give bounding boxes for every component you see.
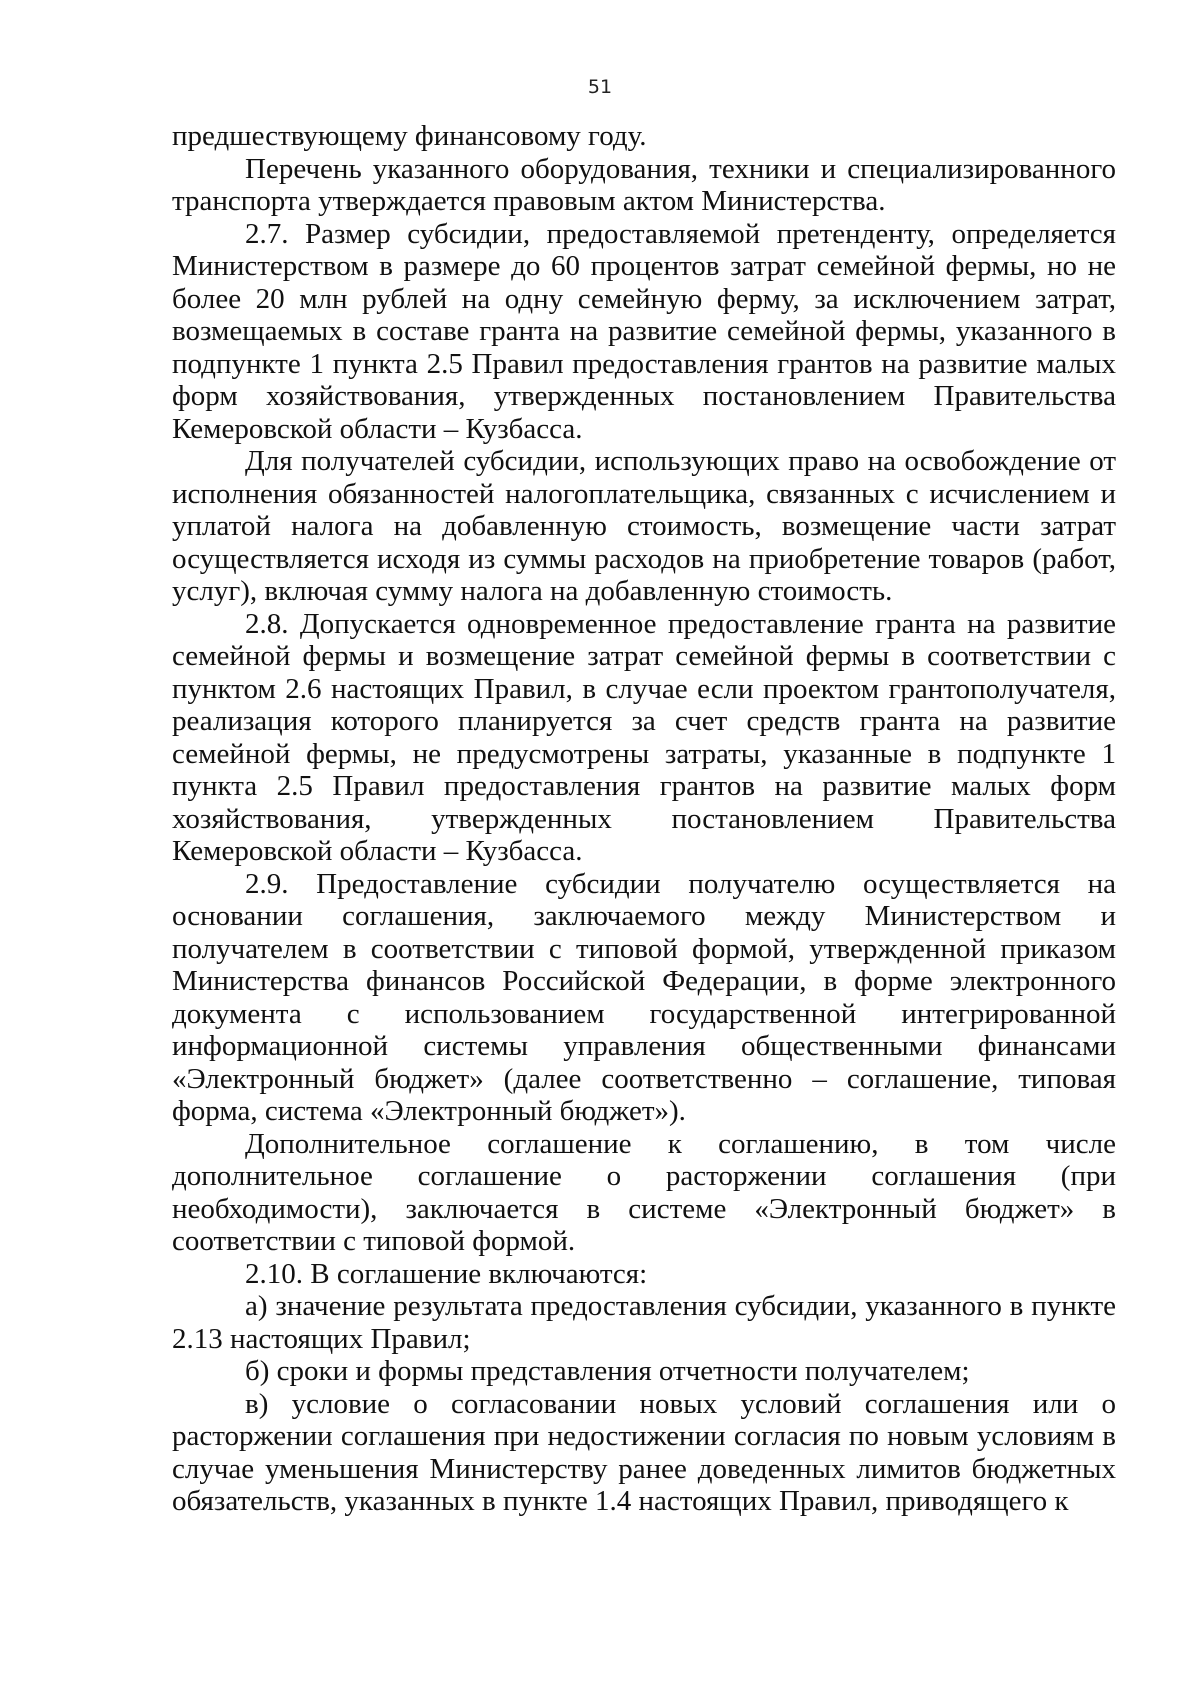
paragraph-2-8: 2.8. Допускается одновременное предоставление гранта на развитие семейной фермы и возмещение затрат семейной фермы в соответствии с пунктом 2.6 настоящих Правил, в случае если проектом грантополучателя, реализация которого планируется за счет средств гранта на развитие семейной фермы, не предусмотрены затраты, указанные в подпункте 1 пункта 2.5 Правил предоставления грантов на развитие малых форм хозяйствования, утвержденных постановлением Правительства Кемеровской области – Кузбасса.: [172, 607, 1116, 867]
paragraph-2-10: 2.10. В соглашение включаются:: [245, 1257, 648, 1290]
paragraph-continuation: предшествующему финансовому году.: [172, 120, 647, 152]
page-number: 51: [587, 76, 613, 98]
paragraph-item-a: а) значение результата предоставления субсидии, указанного в пункте 2.13 настоящих Правил;: [172, 1290, 1116, 1355]
paragraph-2-7: 2.7. Размер субсидии, предоставляемой претенденту, определяется Министерством в размере до 60 процентов затрат семейной фермы, но не более 20 млн рублей на одну семейную ферму, за исключением затрат, возмещаемых в составе гранта на развитие семейной фермы, указанного в подпункте 1 пункта 2.5 Правил предоставления грантов на развитие малых форм хозяйствования, утвержденных постановлением Правительства Кемеровской области – Кузбасса.: [172, 217, 1116, 445]
paragraph-vat-exemption: Для получателей субсидии, использующих право на освобождение от исполнения обязанностей налогоплательщика, связанных с исчислением и уплатой налога на добавленную стоимость, возмещение части затрат осуществляется исходя из суммы расходов на приобретение товаров (работ, услуг), включая сумму налога на добавленную стоимость.: [172, 445, 1116, 607]
paragraph-2-9: 2.9. Предоставление субсидии получателю осуществляется на основании соглашения, заключаемого между Министерством и получателем в соответствии с типовой формой, утвержденной приказом Министерства финансов Российской Федерации, в форме электронного документа с использованием государственной интегрированной информационной системы управления общественными финансами «Электронный бюджет» (далее соответственно – соглашение, типовая форма, система «Электронный бюджет»).: [172, 867, 1116, 1127]
document-body: [172, 120, 1116, 1518]
paragraph-equipment-list: Перечень указанного оборудования, техники и специализированного транспорта утверждается правовым актом Министерства.: [172, 152, 1116, 217]
paragraph-item-b: б) сроки и формы представления отчетности получателем;: [245, 1355, 970, 1387]
paragraph-item-v: в) условие о согласовании новых условий соглашения или о расторжении соглашения при недостижении согласия по новым условиям в случае уменьшения Министерству ранее доведенных лимитов бюджетных обязательств, указанных в пункте 1.4 настоящих Правил, приводящего к: [172, 1387, 1116, 1517]
paragraph-additional-agreement: Дополнительное соглашение к соглашению, в том числе дополнительное соглашение о расторжении соглашения (при необходимости), заключается в системе «Электронный бюджет» в соответствии с типовой формой.: [172, 1127, 1116, 1257]
